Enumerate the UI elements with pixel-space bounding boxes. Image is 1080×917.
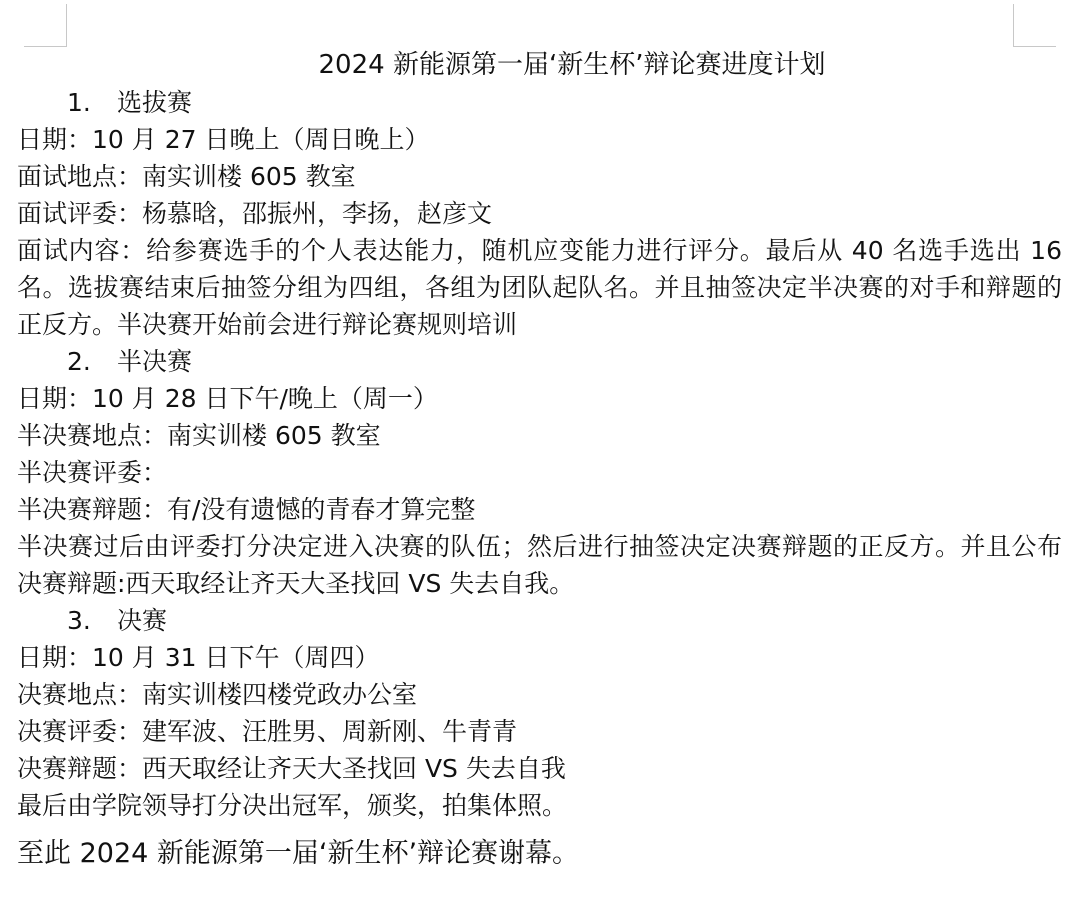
section-number: 1.: [67, 88, 91, 117]
selection-date: 日期：10 月 27 日晚上（周日晚上）: [17, 125, 430, 154]
closing-line: 至此 2024 新能源第一届‘新生杯’辩论赛谢幕。: [17, 838, 580, 869]
final-location: 决赛地点：南实训楼四楼党政办公室: [17, 680, 418, 709]
section-heading-text: 决赛: [117, 606, 168, 635]
section-heading-selection: [17, 84, 1067, 121]
document-body[interactable]: [17, 46, 1067, 874]
page-corner-mark-top-right: [1013, 4, 1056, 47]
selection-content-paragraph: 面试内容：给参赛选手的个人表达能力，随机应变能力进行评分。最后从 40 名选手选出 16 名。选拔赛结束后抽签分组为四组，各组为团队起队名。并且抽签决定半决赛的对手和辩题的正反方。半决赛开始前会进行辩论赛规则培训: [17, 236, 1062, 339]
semifinal-date: 日期：10 月 28 日下午/晚上（周一）: [17, 384, 438, 413]
section-heading-semifinal: [17, 343, 1067, 380]
selection-location: 面试地点：南实训楼 605 教室: [17, 162, 356, 191]
semifinal-process-paragraph: 半决赛过后由评委打分决定进入决赛的队伍；然后进行抽签决定决赛辩题的正反方。并且公布决赛辩题:西天取经让齐天大圣找回 VS 失去自我。: [17, 532, 1062, 598]
section-heading-text: 选拔赛: [117, 88, 193, 117]
section-heading-final: [17, 602, 1067, 639]
semifinal-judges: 半决赛评委：: [17, 458, 168, 487]
document-title: 2024 新能源第一届‘新生杯’辩论赛进度计划: [318, 50, 826, 80]
section-number: 2.: [67, 347, 91, 376]
selection-judges: 面试评委：杨慕晗，邵振州，李扬，赵彦文: [17, 199, 493, 228]
section-number: 3.: [67, 606, 91, 635]
final-judges: 决赛评委：建军波、汪胜男、周新刚、牛青青: [17, 717, 518, 746]
section-heading-text: 半决赛: [117, 347, 193, 376]
final-topic: 决赛辩题：西天取经让齐天大圣找回 VS 失去自我: [17, 754, 566, 783]
final-award: 最后由学院领导打分决出冠军，颁奖，拍集体照。: [17, 791, 568, 820]
page-corner-mark-top-left: [24, 4, 67, 47]
final-date: 日期：10 月 31 日下午（周四）: [17, 643, 380, 672]
semifinal-location: 半决赛地点：南实训楼 605 教室: [17, 421, 381, 450]
semifinal-topic: 半决赛辩题：有/没有遗憾的青春才算完整: [17, 495, 476, 524]
